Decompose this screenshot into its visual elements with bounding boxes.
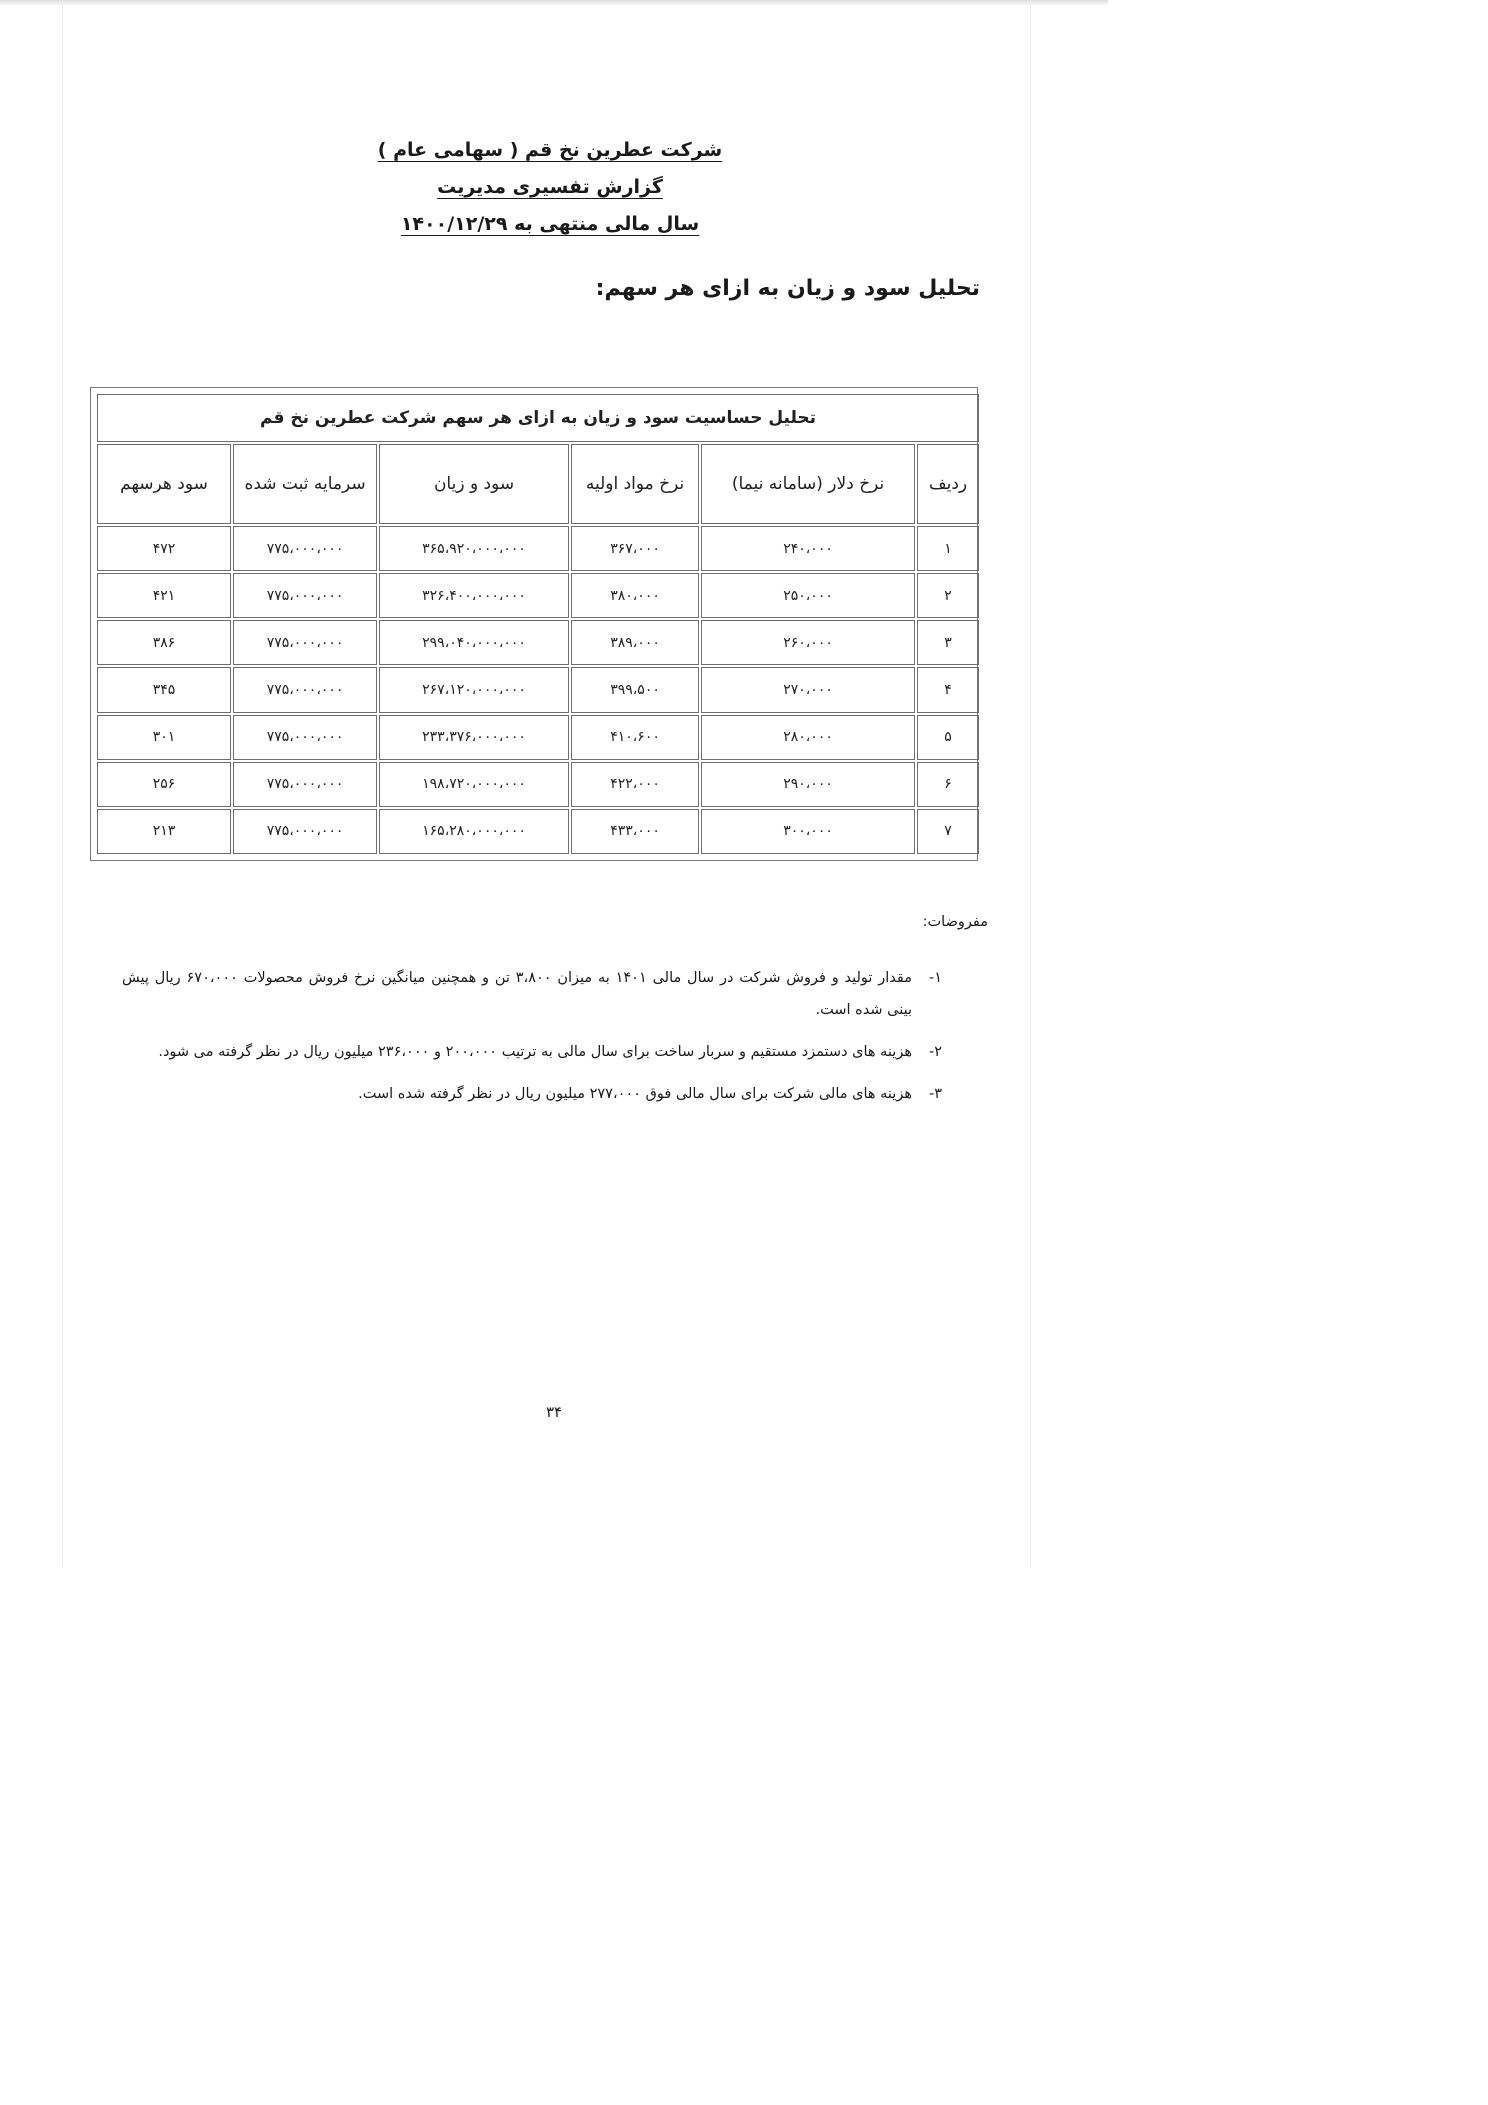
column-header-dollar-rate: نرخ دلار (سامانه نیما) <box>701 444 915 524</box>
assumption-text: مقدار تولید و فروش شرکت در سال مالی ۱۴۰۱ به میزان ۳،۸۰۰ تن و همچنین میانگین نرخ فروش محصولات ۶۷۰،۰۰۰ ریال پیش بینی شده است. <box>122 970 913 1018</box>
cell-dollar-rate: ۲۵۰،۰۰۰ <box>701 573 915 618</box>
assumption-text: هزینه های مالی شرکت برای سال مالی فوق ۲۷۷،۰۰۰ میلیون ریال در نظر گرفته شده است. <box>358 1086 912 1102</box>
cell-eps: ۲۱۳ <box>97 809 231 854</box>
sensitivity-table <box>95 392 981 856</box>
page-number: ۳۴ <box>545 1403 563 1421</box>
cell-eps: ۴۷۲ <box>97 526 231 571</box>
cell-registered-capital: ۷۷۵،۰۰۰،۰۰۰ <box>233 667 377 712</box>
cell-profit-loss: ۲۶۷،۱۲۰،۰۰۰،۰۰۰ <box>379 667 569 712</box>
cell-material-rate: ۴۳۳،۰۰۰ <box>571 809 699 854</box>
company-name: شرکت عطرین نخ قم ( سهامی عام ) <box>377 139 723 161</box>
cell-eps: ۴۲۱ <box>97 573 231 618</box>
assumptions-label: مفروضات: <box>922 914 988 930</box>
cell-registered-capital: ۷۷۵،۰۰۰،۰۰۰ <box>233 620 377 665</box>
cell-dollar-rate: ۲۶۰،۰۰۰ <box>701 620 915 665</box>
table-row <box>97 809 979 854</box>
assumption-text: هزینه های دستمزد مستقیم و سربار ساخت برای سال مالی به ترتیب ۲۰۰،۰۰۰ و ۲۳۶،۰۰۰ میلیون ریال در نظر گرفته می شود. <box>158 1044 912 1060</box>
cell-row-no: ۳ <box>917 620 979 665</box>
column-header-registered-capital: سرمایه ثبت شده <box>233 444 377 524</box>
cell-row-no: ۶ <box>917 762 979 807</box>
assumption-number: ۲- <box>928 1044 942 1060</box>
cell-dollar-rate: ۲۹۰،۰۰۰ <box>701 762 915 807</box>
cell-registered-capital: ۷۷۵،۰۰۰،۰۰۰ <box>233 526 377 571</box>
cell-dollar-rate: ۲۴۰،۰۰۰ <box>701 526 915 571</box>
scan-top-edge <box>0 0 1108 6</box>
table-caption: تحلیل حساسیت سود و زیان به ازای هر سهم شرکت عطرین نخ قم <box>97 394 979 442</box>
cell-eps: ۳۰۱ <box>97 715 231 760</box>
assumptions-list <box>122 962 942 1120</box>
table-row <box>97 715 979 760</box>
cell-dollar-rate: ۲۸۰،۰۰۰ <box>701 715 915 760</box>
table-caption-row <box>97 394 979 442</box>
table-row <box>97 620 979 665</box>
cell-eps: ۳۴۵ <box>97 667 231 712</box>
cell-dollar-rate: ۲۷۰،۰۰۰ <box>701 667 915 712</box>
section-title: تحلیل سود و زیان به ازای هر سهم: <box>595 276 980 301</box>
assumption-number: ۳- <box>928 1086 942 1102</box>
cell-material-rate: ۳۹۹،۵۰۰ <box>571 667 699 712</box>
cell-profit-loss: ۱۶۵،۲۸۰،۰۰۰،۰۰۰ <box>379 809 569 854</box>
assumption-item <box>122 962 942 1026</box>
fiscal-period: سال مالی منتهی به ۱۴۰۰/۱۲/۲۹ <box>400 213 700 235</box>
table-row <box>97 667 979 712</box>
cell-eps: ۳۸۶ <box>97 620 231 665</box>
assumption-item <box>122 1036 942 1068</box>
table-row <box>97 573 979 618</box>
cell-row-no: ۴ <box>917 667 979 712</box>
cell-profit-loss: ۳۶۵،۹۲۰،۰۰۰،۰۰۰ <box>379 526 569 571</box>
cell-registered-capital: ۷۷۵،۰۰۰،۰۰۰ <box>233 573 377 618</box>
cell-profit-loss: ۱۹۸،۷۲۰،۰۰۰،۰۰۰ <box>379 762 569 807</box>
cell-registered-capital: ۷۷۵،۰۰۰،۰۰۰ <box>233 762 377 807</box>
cell-row-no: ۷ <box>917 809 979 854</box>
column-header-eps: سود هرسهم <box>97 444 231 524</box>
table-header-row <box>97 444 979 524</box>
cell-row-no: ۲ <box>917 573 979 618</box>
cell-material-rate: ۳۶۷،۰۰۰ <box>571 526 699 571</box>
cell-profit-loss: ۳۲۶،۴۰۰،۰۰۰،۰۰۰ <box>379 573 569 618</box>
cell-row-no: ۵ <box>917 715 979 760</box>
column-header-material-rate: نرخ مواد اولیه <box>571 444 699 524</box>
cell-material-rate: ۴۱۰،۶۰۰ <box>571 715 699 760</box>
cell-material-rate: ۳۸۰،۰۰۰ <box>571 573 699 618</box>
column-header-row-no: ردیف <box>917 444 979 524</box>
report-header <box>0 132 1100 243</box>
cell-row-no: ۱ <box>917 526 979 571</box>
cell-profit-loss: ۲۹۹،۰۴۰،۰۰۰،۰۰۰ <box>379 620 569 665</box>
cell-eps: ۲۵۶ <box>97 762 231 807</box>
cell-registered-capital: ۷۷۵،۰۰۰،۰۰۰ <box>233 809 377 854</box>
report-title: گزارش تفسیری مدیریت <box>437 176 663 198</box>
column-header-profit-loss: سود و زیان <box>379 444 569 524</box>
table-row <box>97 762 979 807</box>
assumption-item <box>122 1078 942 1110</box>
sensitivity-table-frame <box>90 387 978 861</box>
table-row <box>97 526 979 571</box>
cell-profit-loss: ۲۳۳،۳۷۶،۰۰۰،۰۰۰ <box>379 715 569 760</box>
cell-dollar-rate: ۳۰۰،۰۰۰ <box>701 809 915 854</box>
cell-material-rate: ۳۸۹،۰۰۰ <box>571 620 699 665</box>
assumption-number: ۱- <box>928 970 942 986</box>
cell-registered-capital: ۷۷۵،۰۰۰،۰۰۰ <box>233 715 377 760</box>
cell-material-rate: ۴۲۲،۰۰۰ <box>571 762 699 807</box>
